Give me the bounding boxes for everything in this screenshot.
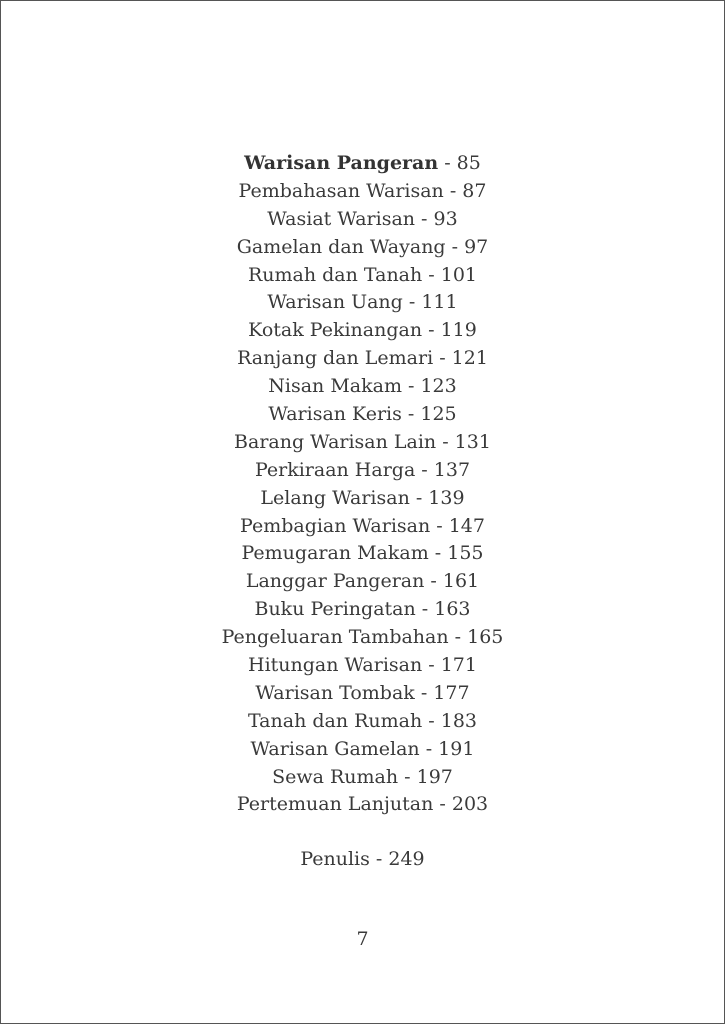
toc-entry: Lelang Warisan - 139: [260, 486, 465, 509]
toc-entry: Pertemuan Lanjutan - 203: [236, 793, 489, 816]
toc-entry: Wasiat Warisan - 93: [267, 207, 458, 230]
toc-entry: Warisan Tombak - 177: [255, 681, 470, 704]
toc-entry: Pembahasan Warisan - 87: [238, 179, 487, 202]
toc-entry: Pemugaran Makam - 155: [241, 542, 484, 565]
toc-entry: Tanah dan Rumah - 183: [247, 709, 478, 732]
toc-entry: Warisan Gamelan - 191: [250, 737, 475, 760]
toc-entry: Nisan Makam - 123: [268, 375, 457, 398]
toc-entry: Perkiraan Harga - 137: [254, 458, 471, 481]
toc-entry: Hitungan Warisan - 171: [248, 654, 477, 677]
toc-entry: Pengeluaran Tambahan - 165: [221, 626, 504, 649]
toc-section-page: - 85: [438, 152, 481, 174]
toc-entry: Langgar Pangeran - 161: [245, 570, 480, 593]
toc-entry: Buku Peringatan - 163: [254, 598, 471, 621]
toc-entry: Warisan Keris - 125: [268, 403, 457, 426]
page-number: 7: [356, 928, 369, 950]
toc-entry: Rumah dan Tanah - 101: [247, 263, 478, 286]
toc-entry: Barang Warisan Lain - 131: [234, 430, 491, 453]
toc-entry: Sewa Rumah - 197: [272, 765, 453, 788]
table-of-contents: [1, 150, 724, 819]
toc-entry: Pembagian Warisan - 147: [240, 514, 485, 537]
toc-entry: Kotak Pekinangan - 119: [248, 319, 477, 342]
toc-section-title: Warisan Pangeran: [244, 152, 439, 174]
toc-entry: Warisan Uang - 111: [267, 291, 458, 314]
toc-entry: Ranjang dan Lemari - 121: [237, 347, 488, 370]
toc-entry: Gamelan dan Wayang - 97: [236, 235, 489, 258]
toc-entry-warisan-pangeran: [1, 150, 724, 178]
toc-entry-penulis: Penulis - 249: [300, 848, 425, 870]
